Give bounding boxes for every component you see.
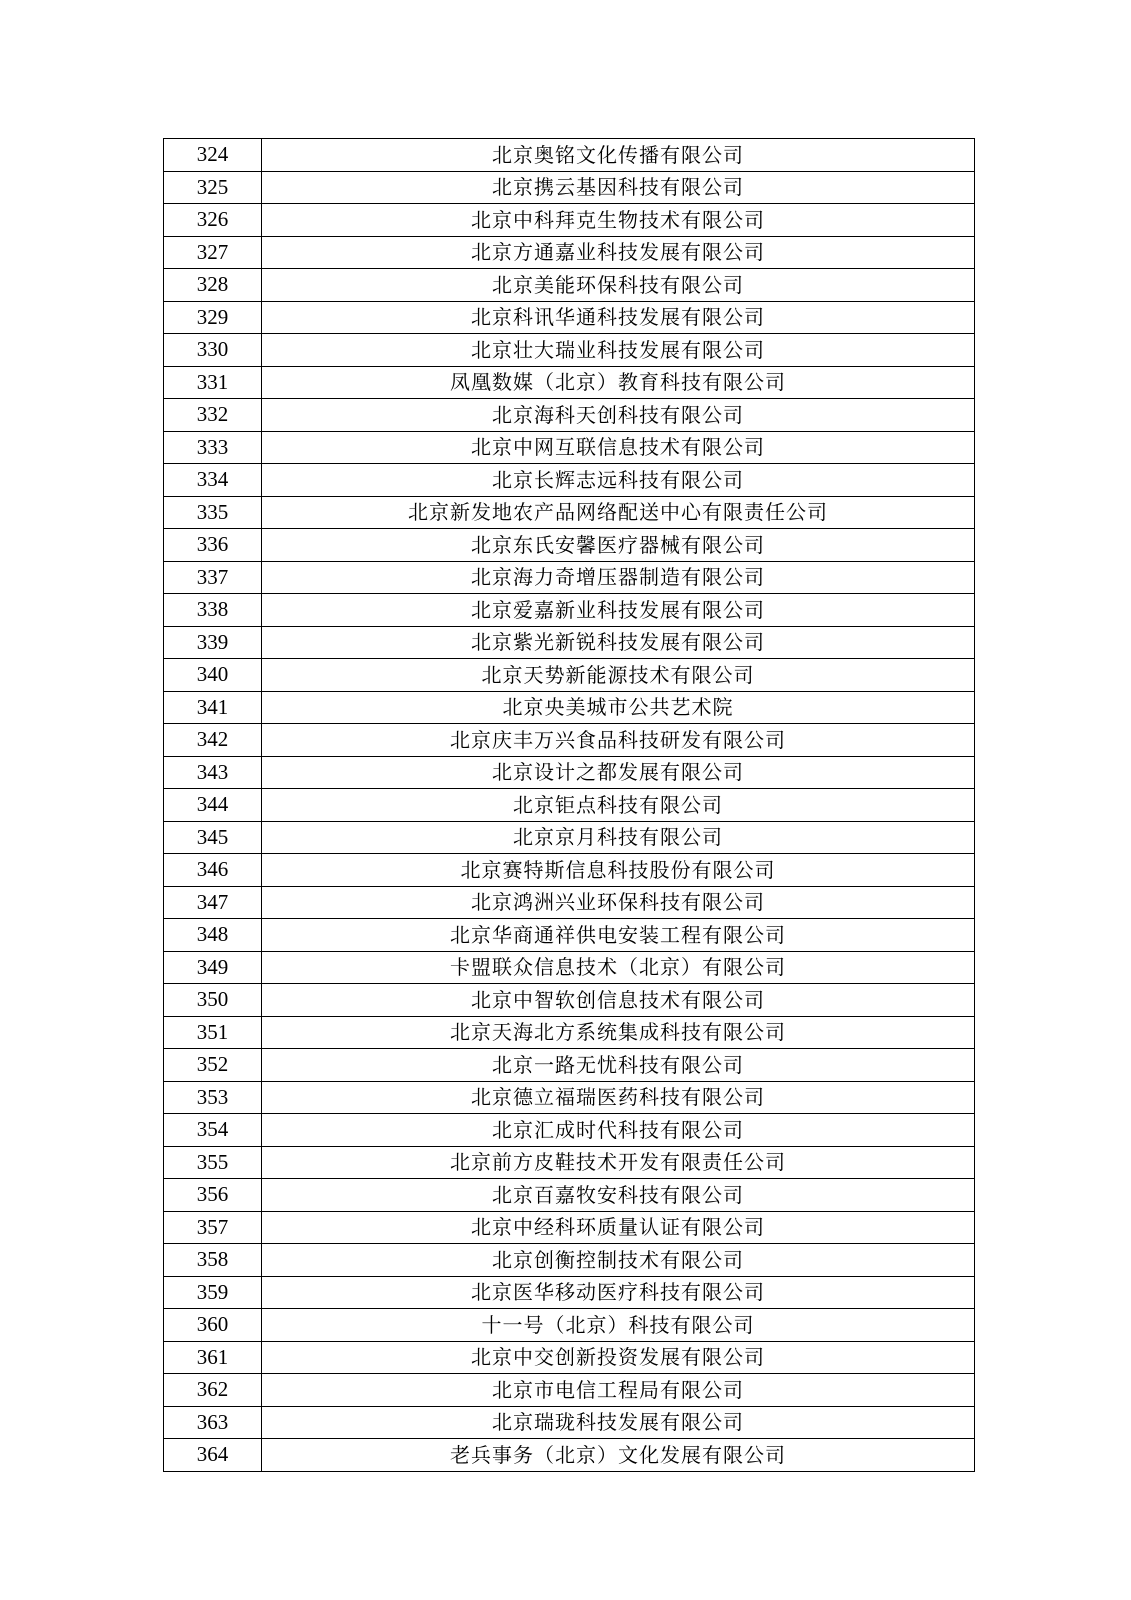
company-name-cell: 北京美能环保科技有限公司: [262, 269, 975, 302]
table-row: [164, 626, 975, 659]
table-row: [164, 366, 975, 399]
company-name-cell: 北京奥铭文化传播有限公司: [262, 139, 975, 172]
row-number-cell: 328: [164, 269, 262, 302]
company-name-cell: 北京中交创新投资发展有限公司: [262, 1341, 975, 1374]
table-row: [164, 1049, 975, 1082]
table-row: [164, 1439, 975, 1472]
row-number-cell: 325: [164, 171, 262, 204]
company-name-cell: 北京方通嘉业科技发展有限公司: [262, 236, 975, 269]
row-number-cell: 348: [164, 919, 262, 952]
table-row: [164, 529, 975, 562]
table-row: [164, 301, 975, 334]
company-name-cell: 北京海力奇增压器制造有限公司: [262, 561, 975, 594]
table-row: [164, 919, 975, 952]
row-number-cell: 329: [164, 301, 262, 334]
company-name-cell: 北京央美城市公共艺术院: [262, 691, 975, 724]
table-row: [164, 269, 975, 302]
row-number-cell: 356: [164, 1179, 262, 1212]
company-name-cell: 北京庆丰万兴食品科技研发有限公司: [262, 724, 975, 757]
company-name-cell: 北京长辉志远科技有限公司: [262, 464, 975, 497]
row-number-cell: 342: [164, 724, 262, 757]
table-row: [164, 1081, 975, 1114]
company-name-cell: 北京鸿洲兴业环保科技有限公司: [262, 886, 975, 919]
table-row: [164, 1211, 975, 1244]
row-number-cell: 332: [164, 399, 262, 432]
table-row: [164, 821, 975, 854]
table-row: [164, 659, 975, 692]
table-row: [164, 789, 975, 822]
table-row: [164, 1244, 975, 1277]
row-number-cell: 361: [164, 1341, 262, 1374]
company-name-cell: 北京中科拜克生物技术有限公司: [262, 204, 975, 237]
row-number-cell: 363: [164, 1406, 262, 1439]
row-number-cell: 335: [164, 496, 262, 529]
company-list-table: [163, 138, 975, 1472]
row-number-cell: 364: [164, 1439, 262, 1472]
row-number-cell: 355: [164, 1146, 262, 1179]
company-name-cell: 北京新发地农产品网络配送中心有限责任公司: [262, 496, 975, 529]
company-name-cell: 十一号（北京）科技有限公司: [262, 1309, 975, 1342]
row-number-cell: 350: [164, 984, 262, 1017]
row-number-cell: 353: [164, 1081, 262, 1114]
row-number-cell: 362: [164, 1374, 262, 1407]
company-name-cell: 北京设计之都发展有限公司: [262, 756, 975, 789]
row-number-cell: 333: [164, 431, 262, 464]
company-name-cell: 北京天势新能源技术有限公司: [262, 659, 975, 692]
row-number-cell: 349: [164, 951, 262, 984]
table-row: [164, 1146, 975, 1179]
company-name-cell: 北京中经科环质量认证有限公司: [262, 1211, 975, 1244]
row-number-cell: 354: [164, 1114, 262, 1147]
row-number-cell: 360: [164, 1309, 262, 1342]
company-name-cell: 北京携云基因科技有限公司: [262, 171, 975, 204]
table-row: [164, 1406, 975, 1439]
company-name-cell: 北京钜点科技有限公司: [262, 789, 975, 822]
table-row: [164, 756, 975, 789]
company-name-cell: 北京壮大瑞业科技发展有限公司: [262, 334, 975, 367]
row-number-cell: 351: [164, 1016, 262, 1049]
company-name-cell: 北京赛特斯信息科技股份有限公司: [262, 854, 975, 887]
table-row: [164, 334, 975, 367]
table-row: [164, 399, 975, 432]
table-row: [164, 236, 975, 269]
table-row: [164, 886, 975, 919]
table-row: [164, 1016, 975, 1049]
company-name-cell: 北京中智软创信息技术有限公司: [262, 984, 975, 1017]
table-row: [164, 561, 975, 594]
table-row: [164, 1309, 975, 1342]
company-name-cell: 北京海科天创科技有限公司: [262, 399, 975, 432]
table-row: [164, 1276, 975, 1309]
company-name-cell: 北京市电信工程局有限公司: [262, 1374, 975, 1407]
table-row: [164, 204, 975, 237]
table-row: [164, 951, 975, 984]
row-number-cell: 352: [164, 1049, 262, 1082]
row-number-cell: 347: [164, 886, 262, 919]
company-name-cell: 北京医华移动医疗科技有限公司: [262, 1276, 975, 1309]
row-number-cell: 341: [164, 691, 262, 724]
company-list-body: [164, 139, 975, 1472]
company-name-cell: 北京华商通祥供电安装工程有限公司: [262, 919, 975, 952]
table-row: [164, 1179, 975, 1212]
row-number-cell: 331: [164, 366, 262, 399]
table-row: [164, 691, 975, 724]
row-number-cell: 327: [164, 236, 262, 269]
row-number-cell: 359: [164, 1276, 262, 1309]
row-number-cell: 334: [164, 464, 262, 497]
company-name-cell: 北京前方皮鞋技术开发有限责任公司: [262, 1146, 975, 1179]
row-number-cell: 345: [164, 821, 262, 854]
row-number-cell: 326: [164, 204, 262, 237]
row-number-cell: 340: [164, 659, 262, 692]
table-row: [164, 984, 975, 1017]
row-number-cell: 338: [164, 594, 262, 627]
company-name-cell: 北京中网互联信息技术有限公司: [262, 431, 975, 464]
row-number-cell: 337: [164, 561, 262, 594]
table-row: [164, 464, 975, 497]
table-row: [164, 431, 975, 464]
table-row: [164, 1374, 975, 1407]
row-number-cell: 324: [164, 139, 262, 172]
company-name-cell: 老兵事务（北京）文化发展有限公司: [262, 1439, 975, 1472]
table-row: [164, 724, 975, 757]
company-name-cell: 卡盟联众信息技术（北京）有限公司: [262, 951, 975, 984]
row-number-cell: 346: [164, 854, 262, 887]
table-row: [164, 496, 975, 529]
company-name-cell: 北京一路无忧科技有限公司: [262, 1049, 975, 1082]
table-row: [164, 171, 975, 204]
company-name-cell: 凤凰数媒（北京）教育科技有限公司: [262, 366, 975, 399]
company-name-cell: 北京东氏安馨医疗器械有限公司: [262, 529, 975, 562]
company-name-cell: 北京德立福瑞医药科技有限公司: [262, 1081, 975, 1114]
table-row: [164, 1341, 975, 1374]
row-number-cell: 344: [164, 789, 262, 822]
row-number-cell: 330: [164, 334, 262, 367]
row-number-cell: 358: [164, 1244, 262, 1277]
row-number-cell: 343: [164, 756, 262, 789]
row-number-cell: 339: [164, 626, 262, 659]
table-row: [164, 854, 975, 887]
table-row: [164, 139, 975, 172]
company-name-cell: 北京创衡控制技术有限公司: [262, 1244, 975, 1277]
company-name-cell: 北京瑞珑科技发展有限公司: [262, 1406, 975, 1439]
company-name-cell: 北京爱嘉新业科技发展有限公司: [262, 594, 975, 627]
company-name-cell: 北京汇成时代科技有限公司: [262, 1114, 975, 1147]
company-name-cell: 北京科讯华通科技发展有限公司: [262, 301, 975, 334]
table-row: [164, 1114, 975, 1147]
table-row: [164, 594, 975, 627]
row-number-cell: 336: [164, 529, 262, 562]
company-name-cell: 北京京月科技有限公司: [262, 821, 975, 854]
company-name-cell: 北京紫光新锐科技发展有限公司: [262, 626, 975, 659]
row-number-cell: 357: [164, 1211, 262, 1244]
company-name-cell: 北京百嘉牧安科技有限公司: [262, 1179, 975, 1212]
company-name-cell: 北京天海北方系统集成科技有限公司: [262, 1016, 975, 1049]
